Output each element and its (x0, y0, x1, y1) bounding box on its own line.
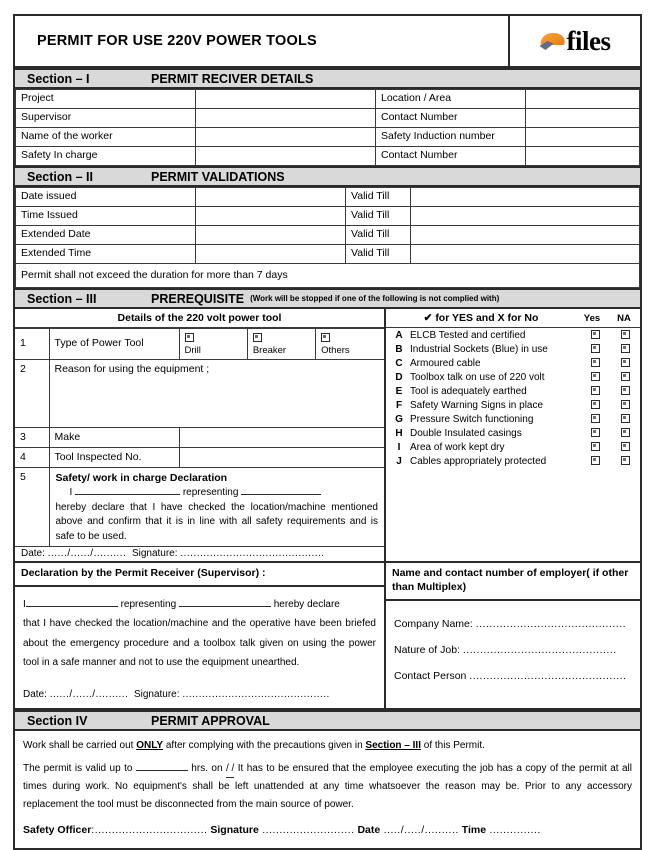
receiver-declaration-header: Declaration by the Permit Receiver (Supervisor) : (15, 563, 384, 587)
approval-signature-row (23, 821, 632, 839)
safety-declaration-body: hereby declare that I have checked the location/machine mentioned above and confirm that it is in line with all safety requirements and is safe to be used. (55, 501, 378, 542)
checkbox-icon[interactable] (621, 344, 630, 353)
table-row (16, 226, 640, 245)
checkbox-icon[interactable] (591, 344, 600, 353)
field-label: Valid Till (346, 207, 411, 226)
duration-note: Permit shall not exceed the duration for more than 7 days (16, 264, 640, 288)
checklist-key: A (395, 329, 403, 341)
list-item (386, 370, 640, 384)
list-item (386, 398, 640, 412)
table-row (16, 147, 640, 166)
valid-hours-blank[interactable] (136, 770, 188, 771)
section-2-header (15, 166, 640, 187)
receiver-company-blank[interactable] (179, 606, 271, 607)
employer-fields (386, 601, 640, 700)
list-item (386, 440, 640, 454)
signature-label: Signature: (131, 548, 178, 560)
checklist-text: Area of work kept dry (410, 441, 505, 453)
checklist-legend: ✔ for YES and X for No (423, 312, 539, 324)
checkbox-icon[interactable] (591, 400, 600, 409)
checklist-text: Tool is adequately earthed (410, 385, 527, 397)
checklist-header (386, 309, 640, 328)
decl-i-label: I (69, 487, 73, 499)
field-input-valid-till-1[interactable] (411, 188, 640, 207)
checkbox-icon[interactable] (591, 428, 600, 437)
field-input-contact-2[interactable] (526, 147, 640, 166)
form-title-bar (15, 16, 640, 68)
field-label: Safety Induction number (376, 128, 526, 147)
receiver-signature-row (23, 685, 376, 705)
row-label: Make (49, 428, 179, 448)
checklist-text: Safety Warning Signs in place (410, 399, 544, 411)
list-item (386, 356, 640, 370)
field-label: Name of the worker (16, 128, 196, 147)
make-input[interactable] (179, 428, 384, 448)
signature-blank[interactable]: ............................................ (180, 548, 325, 560)
field-input-safety-incharge[interactable] (196, 147, 376, 166)
section-1-header (15, 68, 640, 89)
checkbox-icon[interactable] (591, 330, 600, 339)
checklist-na-cell[interactable] (610, 440, 640, 454)
only-emphasis: ONLY (136, 740, 164, 752)
checklist-text: Armoured cable (410, 357, 481, 369)
checklist-key: E (395, 385, 403, 397)
table-row (15, 329, 384, 360)
signature-blank[interactable]: ........................... (258, 824, 355, 837)
field-label: Extended Date (16, 226, 196, 245)
checkbox-icon[interactable] (621, 386, 630, 395)
table-row (16, 90, 640, 109)
field-label: Valid Till (346, 245, 411, 264)
table-row (15, 448, 384, 468)
field-input-valid-till-4[interactable] (411, 245, 640, 264)
row-label: Tool Inspected No. (49, 448, 179, 468)
checklist-key: J (396, 455, 402, 467)
checklist-na-cell[interactable] (610, 412, 640, 426)
checklist-yes-cell[interactable] (580, 426, 610, 440)
employer-contact-row (394, 663, 632, 689)
field-input-worker[interactable] (196, 128, 376, 147)
tool-details-header: Details of the 220 volt power tool (15, 309, 384, 328)
folder-icon (540, 31, 566, 51)
table-row (15, 360, 384, 428)
checklist-text: ELCB Tested and certified (410, 329, 526, 341)
checkbox-icon[interactable] (185, 333, 194, 342)
date-blank[interactable]: ....../....../.......... (49, 688, 129, 700)
table-row (16, 128, 640, 147)
section-1-number: Section – I (27, 71, 90, 86)
field-label: Project (16, 90, 196, 109)
section-2-number: Section – II (27, 169, 93, 184)
list-item (386, 328, 640, 342)
field-label: Valid Till (346, 226, 411, 245)
tool-option-others[interactable]: Others (316, 329, 384, 360)
receiver-declaration-panel (15, 563, 386, 708)
safety-declaration-title: Safety/ work in charge Declaration (55, 472, 228, 484)
section-3-body (15, 309, 640, 563)
list-item (386, 412, 640, 426)
field-label: Valid Till (346, 188, 411, 207)
checklist-key: G (395, 413, 403, 425)
row-number: 3 (15, 428, 49, 448)
row-number: 1 (15, 329, 49, 360)
checklist-text: Toolbox talk on use of 220 volt (410, 371, 545, 383)
employer-company-label: Company Name: (394, 617, 473, 630)
field-label: Contact Number (376, 109, 526, 128)
table-row (15, 468, 384, 547)
signature-label: Signature: (133, 688, 180, 700)
checklist-yes-cell[interactable] (580, 398, 610, 412)
approval-para-2: The permit is valid up to hrs. on / / It has to be ensured that the employee executing the job has a copy of the permit at all times during work. No equipment's shall be left unattended at any time whatsoever the reason may be. Prior to any accessory replacement the tool must be disconnected from the main source of power. (23, 760, 632, 814)
checklist-key: B (395, 343, 403, 355)
date-label: Date: (21, 548, 45, 560)
checklist-text: Industrial Sockets (Blue) in use (410, 343, 548, 355)
table-row (15, 428, 384, 448)
time-blank[interactable]: ............... (486, 824, 541, 837)
section-4-header (15, 710, 640, 731)
field-input-supervisor[interactable] (196, 109, 376, 128)
logo-wordmark: files (566, 25, 611, 56)
checkbox-icon[interactable] (591, 358, 600, 367)
list-item (386, 342, 640, 356)
checklist-text: Cables appropriately protected (410, 455, 547, 467)
date-blank[interactable]: ...../...../.......... (380, 824, 459, 837)
row-number: 4 (15, 448, 49, 468)
decl-representing-label: representing (182, 487, 239, 499)
checklist-na-cell[interactable] (610, 384, 640, 398)
checklist-yes-cell[interactable] (580, 370, 610, 384)
checklist-key: I (397, 441, 401, 453)
column-header-na: NA (617, 312, 631, 324)
checklist-key: C (395, 357, 403, 369)
table-row (16, 109, 640, 128)
table-row (16, 207, 640, 226)
tool-option-drill[interactable]: Drill (179, 329, 247, 360)
receiver-declaration-text: that I have checked the location/machine and the operative have been briefed about the emergency procedure and a toolbox talk given on using the power tool in a safe manner and not to use the equipment unearthed. (23, 618, 376, 669)
tool-details-table (15, 328, 384, 546)
table-row (16, 245, 640, 264)
checklist-yes-cell[interactable] (580, 412, 610, 426)
checkbox-icon[interactable] (253, 333, 262, 342)
prerequisite-checklist-panel (386, 309, 640, 561)
section-3-reference: Section – III (365, 740, 421, 752)
column-header-yes: Yes (583, 312, 601, 324)
field-input-induction[interactable] (526, 128, 640, 147)
section-4-name: PERMIT APPROVAL (151, 713, 270, 728)
field-label: Contact Number (376, 147, 526, 166)
checkbox-icon[interactable] (621, 414, 630, 423)
safety-declaration-cell (49, 468, 384, 547)
table-row (16, 188, 640, 207)
field-label: Safety In charge (16, 147, 196, 166)
signature-blank[interactable]: ............................................. (182, 688, 330, 700)
checklist-na-cell[interactable] (610, 342, 640, 356)
field-input-extended-time[interactable] (196, 245, 346, 264)
safety-officer-blank[interactable]: :................................. (91, 824, 208, 837)
section-3-header (15, 288, 640, 309)
checklist-na-cell[interactable] (610, 454, 640, 468)
field-input-location[interactable] (526, 90, 640, 109)
checkbox-icon[interactable] (321, 333, 330, 342)
section-3-name: PREREQUISITE (151, 291, 245, 306)
field-label: Location / Area (376, 90, 526, 109)
section-4-number: Section IV (27, 713, 88, 728)
row-number: 2 (15, 360, 49, 428)
signature-label: Signature (210, 824, 259, 837)
checklist-table (386, 328, 640, 468)
field-label: Time Issued (16, 207, 196, 226)
field-input-project[interactable] (196, 90, 376, 109)
permit-form (13, 14, 642, 850)
section-4-body (15, 731, 640, 847)
checklist-yes-cell[interactable] (580, 384, 610, 398)
check-icon: ✔ (423, 312, 433, 324)
list-item (386, 384, 640, 398)
checkbox-icon[interactable] (621, 428, 630, 437)
declaration-band (15, 563, 640, 710)
checkbox-icon[interactable] (621, 330, 630, 339)
checklist-yes-cell[interactable] (580, 454, 610, 468)
list-item (386, 454, 640, 468)
checklist-yes-cell[interactable] (580, 342, 610, 356)
tool-details-panel (15, 309, 386, 561)
employer-header: Name and contact number of employer( if other than Multiplex) (386, 563, 640, 600)
checkbox-icon[interactable] (591, 414, 600, 423)
checklist-yes-cell[interactable] (580, 356, 610, 370)
field-input-extended-date[interactable] (196, 226, 346, 245)
checkbox-icon[interactable] (591, 456, 600, 465)
employer-nature-input[interactable]: ............................................. (462, 643, 617, 656)
checkbox-icon[interactable] (591, 386, 600, 395)
checklist-na-cell[interactable] (610, 398, 640, 412)
cross-icon: X (497, 312, 505, 324)
field-label: Date issued (16, 188, 196, 207)
checklist-text: Double Insulated casings (410, 427, 522, 439)
checklist-na-cell[interactable] (610, 328, 640, 342)
checklist-key: F (395, 399, 403, 411)
time-label: Time (461, 824, 487, 837)
employer-company-row (394, 611, 632, 637)
checkbox-icon[interactable] (621, 442, 630, 451)
field-label: Supervisor (16, 109, 196, 128)
checkbox-icon[interactable] (621, 400, 630, 409)
employer-contact-input[interactable]: .............................................. (469, 670, 627, 682)
field-input-valid-till-3[interactable] (411, 226, 640, 245)
safety-declaration-signature-row (15, 546, 384, 561)
field-input-date-issued[interactable] (196, 188, 346, 207)
section-2-table (15, 187, 640, 288)
receiver-declaration-body: I representing hereby declare that I have checked the location/machine and the operative have been briefed about the emergency procedure and a toolbox talk given on using the power tool in a safe manner and not to use the equipment unearthed. Date: ....../....../.......... Signature: ............................................. (15, 587, 384, 709)
field-input-contact-1[interactable] (526, 109, 640, 128)
checklist-na-cell[interactable] (610, 370, 640, 384)
field-label: Extended Time (16, 245, 196, 264)
checkbox-icon[interactable] (621, 456, 630, 465)
employer-company-input[interactable]: ............................................ (475, 617, 627, 630)
checkbox-icon[interactable] (621, 358, 630, 367)
checkbox-icon[interactable] (591, 442, 600, 451)
decl-company-blank[interactable] (241, 494, 321, 495)
safety-officer-label: Safety Officer (23, 824, 92, 837)
tool-option-breaker[interactable]: Breaker (247, 329, 315, 360)
date-blank[interactable]: ....../....../.......... (47, 548, 127, 560)
employer-nature-row (394, 637, 632, 663)
list-item (386, 426, 640, 440)
date-label: Date: (23, 688, 47, 700)
decl-i-label: I (23, 598, 26, 610)
checklist-yes-cell[interactable] (580, 440, 610, 454)
employer-contact-label: Contact Person (394, 670, 467, 682)
section-2-name: PERMIT VALIDATIONS (151, 169, 285, 184)
row-label: Type of Power Tool (49, 329, 179, 360)
checklist-text: Pressure Switch functioning (410, 413, 534, 425)
section-1-name: PERMIT RECIVER DETAILS (151, 71, 314, 86)
checkbox-icon[interactable] (591, 372, 600, 381)
field-input-time-issued[interactable] (196, 207, 346, 226)
checklist-key: D (395, 371, 403, 383)
reason-input[interactable]: Reason for using the equipment ; (49, 360, 384, 428)
approval-para-1: Work shall be carried out ONLY after complying with the precautions given in Section – III of this Permit. (23, 740, 485, 752)
checklist-na-cell[interactable] (610, 426, 640, 440)
date-label: Date (357, 824, 381, 837)
brand-logo (508, 16, 640, 66)
field-input-valid-till-2[interactable] (411, 207, 640, 226)
checklist-na-cell[interactable] (610, 356, 640, 370)
page-title: PERMIT FOR USE 220V POWER TOOLS (37, 33, 317, 49)
receiver-name-blank[interactable] (26, 606, 118, 607)
checklist-yes-cell[interactable] (580, 328, 610, 342)
section-3-number: Section – III (27, 291, 97, 306)
section-1-table (15, 89, 640, 166)
table-row (16, 264, 640, 288)
row-number: 5 (15, 468, 49, 547)
valid-date-blank[interactable]: / / (226, 760, 234, 779)
employer-nature-label: Nature of Job: (394, 643, 460, 656)
section-3-subtitle: (Work will be stopped if one of the following is not complied with) (250, 294, 500, 303)
decl-name-blank[interactable] (75, 494, 180, 495)
tool-inspected-input[interactable] (179, 448, 384, 468)
checklist-key: H (395, 427, 403, 439)
employer-panel (386, 563, 640, 708)
checkbox-icon[interactable] (621, 372, 630, 381)
